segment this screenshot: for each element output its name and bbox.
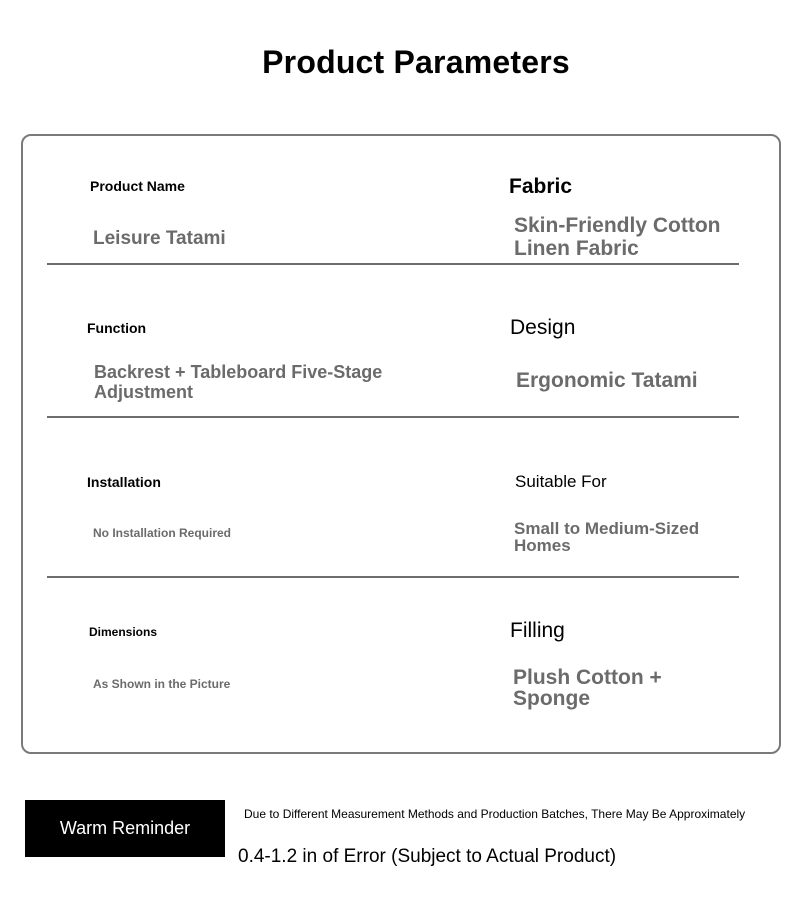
filling-label: Filling bbox=[510, 619, 565, 642]
function-value-line1: Backrest + Tableboard Five-Stage bbox=[94, 362, 383, 382]
divider bbox=[47, 263, 739, 265]
function-value-line2: Adjustment bbox=[94, 382, 193, 402]
filling-value-line1: Plush Cotton + bbox=[513, 666, 662, 689]
design-value: Ergonomic Tatami bbox=[516, 369, 698, 392]
page-title: Product Parameters bbox=[262, 44, 570, 80]
fabric-label: Fabric bbox=[509, 175, 573, 198]
suitable-for-label: Suitable For bbox=[515, 472, 607, 491]
fabric-value-line1: Skin-Friendly Cotton bbox=[514, 214, 721, 237]
design-label: Design bbox=[510, 316, 576, 339]
product-name-value: Leisure Tatami bbox=[93, 228, 226, 249]
fabric-value-line2: Linen Fabric bbox=[514, 237, 639, 260]
dimensions-value: As Shown in the Picture bbox=[93, 677, 231, 691]
suitable-for-value bbox=[514, 520, 699, 554]
fabric-value bbox=[514, 215, 721, 259]
filling-value bbox=[513, 667, 662, 709]
reminder-note-line1: Due to Different Measurement Methods and Production Batches, There May Be Approximately bbox=[244, 807, 746, 821]
function-label: Function bbox=[87, 320, 147, 336]
divider bbox=[47, 416, 739, 418]
suitable-for-value-line2: Homes bbox=[514, 536, 571, 555]
installation-value: No Installation Required bbox=[93, 526, 232, 540]
divider bbox=[47, 576, 739, 578]
function-value bbox=[94, 363, 382, 401]
dimensions-label: Dimensions bbox=[89, 625, 158, 639]
reminder-note-line2: 0.4-1.2 in of Error (Subject to Actual Product) bbox=[238, 846, 617, 867]
installation-label: Installation bbox=[87, 474, 161, 490]
filling-value-line2: Sponge bbox=[513, 687, 590, 710]
product-name-label: Product Name bbox=[90, 178, 185, 194]
warm-reminder-badge: Warm Reminder bbox=[25, 800, 225, 857]
suitable-for-value-line1: Small to Medium-Sized bbox=[514, 519, 700, 538]
